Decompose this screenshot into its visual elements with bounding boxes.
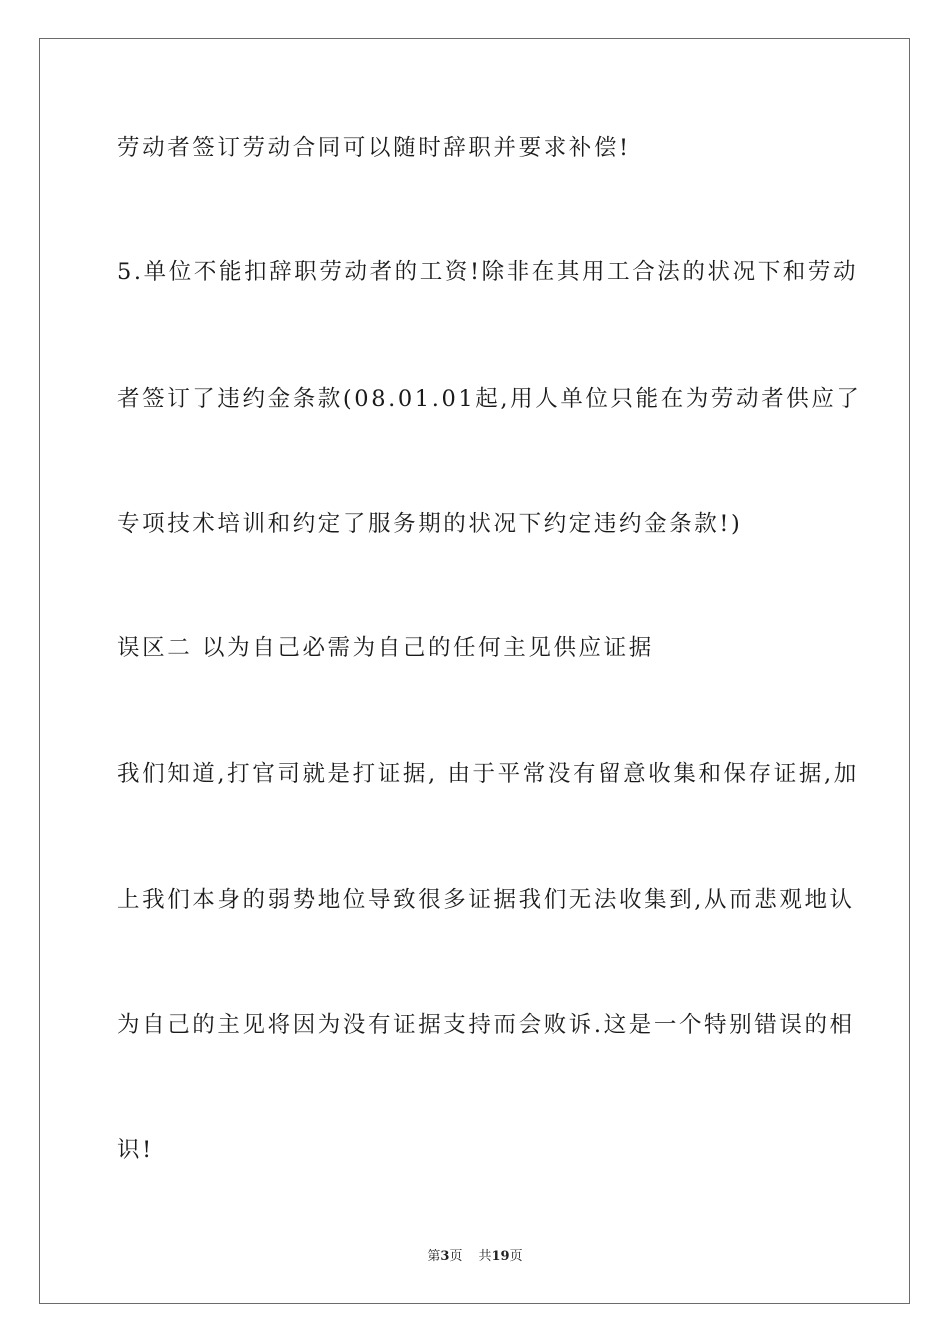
text-line-1: 劳动者签订劳动合同可以随时辞职并要求补偿! (117, 135, 631, 161)
footer-page-prefix: 第 (427, 1249, 441, 1264)
footer-page-number: 3 (440, 1249, 450, 1264)
text-line-4: 专项技术培训和约定了服务期的状况下约定违约金条款!) (117, 511, 743, 537)
text-line-8: 为自己的主见将因为没有证据支持而会败诉.这是一个特别错误的相 (117, 1012, 855, 1038)
text-line-3: 者签订了违约金条款(08.01.01起,用人单位只能在为劳动者供应了 (117, 386, 862, 412)
footer-page-suffix: 页 (449, 1249, 463, 1264)
footer-total-prefix: 共 (478, 1249, 492, 1264)
text-line-7: 上我们本身的弱势地位导致很多证据我们无法收集到,从而悲观地认 (117, 887, 855, 913)
section-heading: 误区二 以为自己必需为自己的任何主见供应证据 (117, 635, 654, 661)
text-line-6: 我们知道,打官司就是打证据, 由于平常没有留意收集和保存证据,加 (117, 761, 859, 787)
footer-total-number: 19 (491, 1249, 510, 1264)
footer-total-suffix: 页 (509, 1249, 523, 1264)
page-border (39, 38, 910, 1304)
page-footer (0, 1248, 950, 1266)
text-line-9: 识! (117, 1137, 154, 1163)
text-line-2: 5.单位不能扣辞职劳动者的工资!除非在其用工合法的状况下和劳动 (117, 259, 859, 285)
